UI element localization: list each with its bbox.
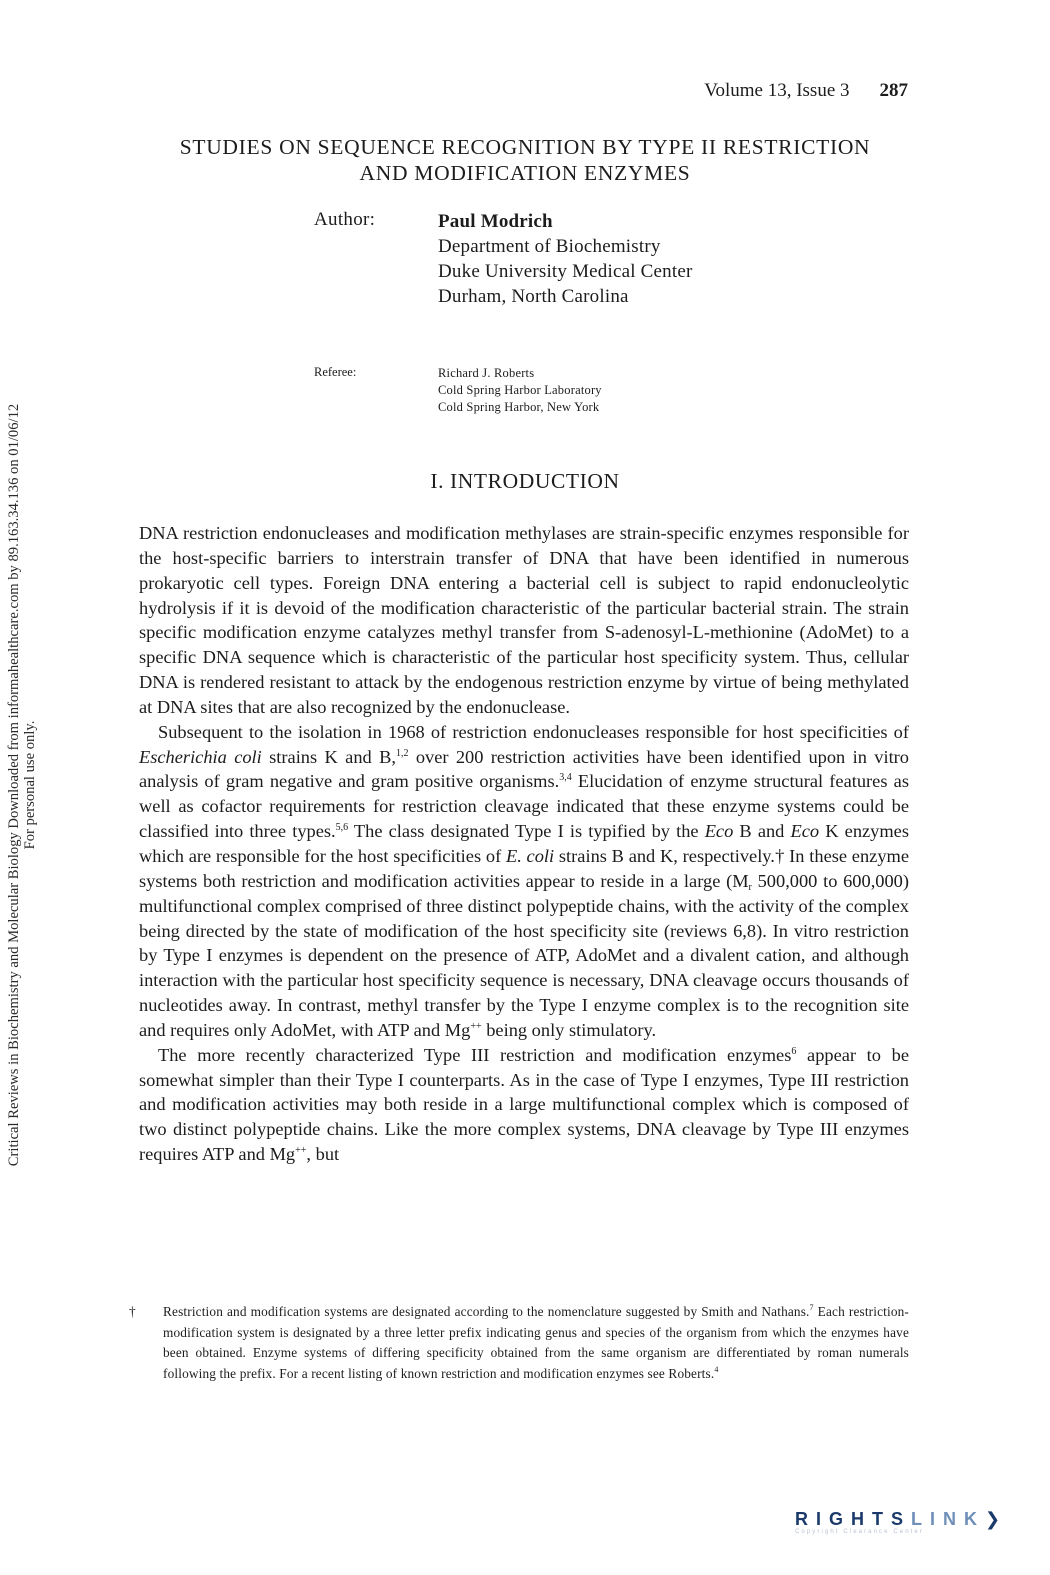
rightslink-rights: RIGHTS: [795, 1509, 912, 1529]
body-text: [139, 521, 909, 1167]
author-label: Author:: [314, 209, 376, 230]
paragraph-2: Subsequent to the isolation in 1968 of restriction endonucleases responsible for host specificities of Escherichia coli strains K and B,$^{1,2}$ over 200 restriction activities have been identified upon in vitro analysis of gram negative and gram positive organisms.$^{3,4}$ Elucidation of enzyme structural features as well as cofactor requirements for restriction cleavage indicated that these enzyme systems could be classified into three types.$^{5,6}$ The class designated Type I is typified by the Eco B and Eco K enzymes which are responsible for the host specificities of E. coli strains B and K, respectively.† In these enzyme systems both restriction and modification activities appear to reside in a large ($M_r$ 500,000 to 600,000) multifunctional complex comprised of three distinct polypeptide chains, with the activity of the complex being directed by the state of modification of the host specificity site (reviews 6,8). In vitro restriction by Type I enzymes is dependent on the presence of ATP, AdoMet and a divalent cation, and although interaction with the particular host specificity sequence is necessary, DNA cleavage occurs thousands of nucleotides away. In contrast, methyl transfer by the Type I enzyme complex is to the recognition site and requires only AdoMet, with ATP and Mg++ being only stimulatory.: [139, 721, 910, 1040]
author-block: [438, 209, 693, 309]
chevron-right-icon: ❯: [985, 1509, 1001, 1529]
download-notice: Critical Reviews in Biochemistry and Molecular Biology Downloaded from informahealthcare.com by 89.163.34.136 on 01/06/12: [6, 403, 22, 1167]
author-name: Paul Modrich: [438, 211, 553, 232]
page-number: 287: [879, 80, 908, 101]
rightslink-tagline: Copyright Clearance Center: [795, 1529, 924, 1535]
referee-location: Cold Spring Harbor, New York: [438, 400, 600, 414]
footnote: [129, 1302, 909, 1384]
section-heading: I. INTRODUCTION: [430, 469, 620, 493]
referee-name: Richard J. Roberts: [438, 366, 535, 380]
paragraph-1: DNA restriction endonucleases and modification methylases are strain-specific enzymes responsible for the host-specific barriers to interstrain transfer of DNA that have been identified in numerous prokaryotic cell types. Foreign DNA entering a bacterial cell is subject to rapid endonucleolytic hydrolysis if it is devoid of the modification characteristic of the particular bacterial strain. The strain specific modification enzyme catalyzes methyl transfer from S-adenosyl-L-methionine (AdoMet) to a specific DNA sequence which is characteristic of the particular host specificity system. Thus, cellular DNA is rendered resistant to attack by the endogenous restriction enzyme by virtue of being methylated at DNA sites that are also recognized by the endonuclease.: [139, 523, 909, 717]
footnote-dagger: †: [129, 1304, 136, 1319]
referee-institution: Cold Spring Harbor Laboratory: [438, 383, 602, 397]
download-watermark: [6, 403, 38, 1167]
paragraph-3: The more recently characterized Type III restriction and modification enzymes$^6$ appear to be somewhat simpler than their Type I counterparts. As in the case of Type I enzymes, Type III restriction and modification activities may both reside in a large multifunctional complex which is composed of two distinct polypeptide chains. Like the more complex systems, DNA cleavage by Type III enzymes requires ATP and Mg++, but: [139, 1044, 909, 1165]
author-department: Department of Biochemistry: [438, 236, 661, 257]
author-location: Durham, North Carolina: [438, 286, 629, 307]
personal-use-notice: For personal use only.: [22, 720, 38, 850]
referee-label: Referee:: [314, 365, 357, 379]
article-title: [120, 134, 930, 186]
running-header: [704, 80, 908, 102]
rightslink-link: LINK: [911, 1509, 986, 1529]
footnote-text: Restriction and modification systems are designated according to the nomenclature suggested by Smith and Nathans.$^7$ Each restriction-modification system is designated by a three letter prefix indicating genus and species of the organism from which the enzymes have been obtained. Enzyme systems of differing specificity obtained from the same organism are differentiated by roman numerals following the prefix. For a recent listing of known restriction and modification enzymes see Roberts.$^4$: [163, 1303, 909, 1381]
volume-issue: Volume 13, Issue 3: [704, 80, 850, 101]
rightslink-logo[interactable]: [795, 1509, 1000, 1535]
title-line-2: AND MODIFICATION ENZYMES: [359, 161, 691, 185]
title-line-1: STUDIES ON SEQUENCE RECOGNITION BY TYPE II RESTRICTION: [179, 135, 871, 159]
author-institution: Duke University Medical Center: [438, 261, 693, 282]
referee-block: [438, 365, 602, 416]
